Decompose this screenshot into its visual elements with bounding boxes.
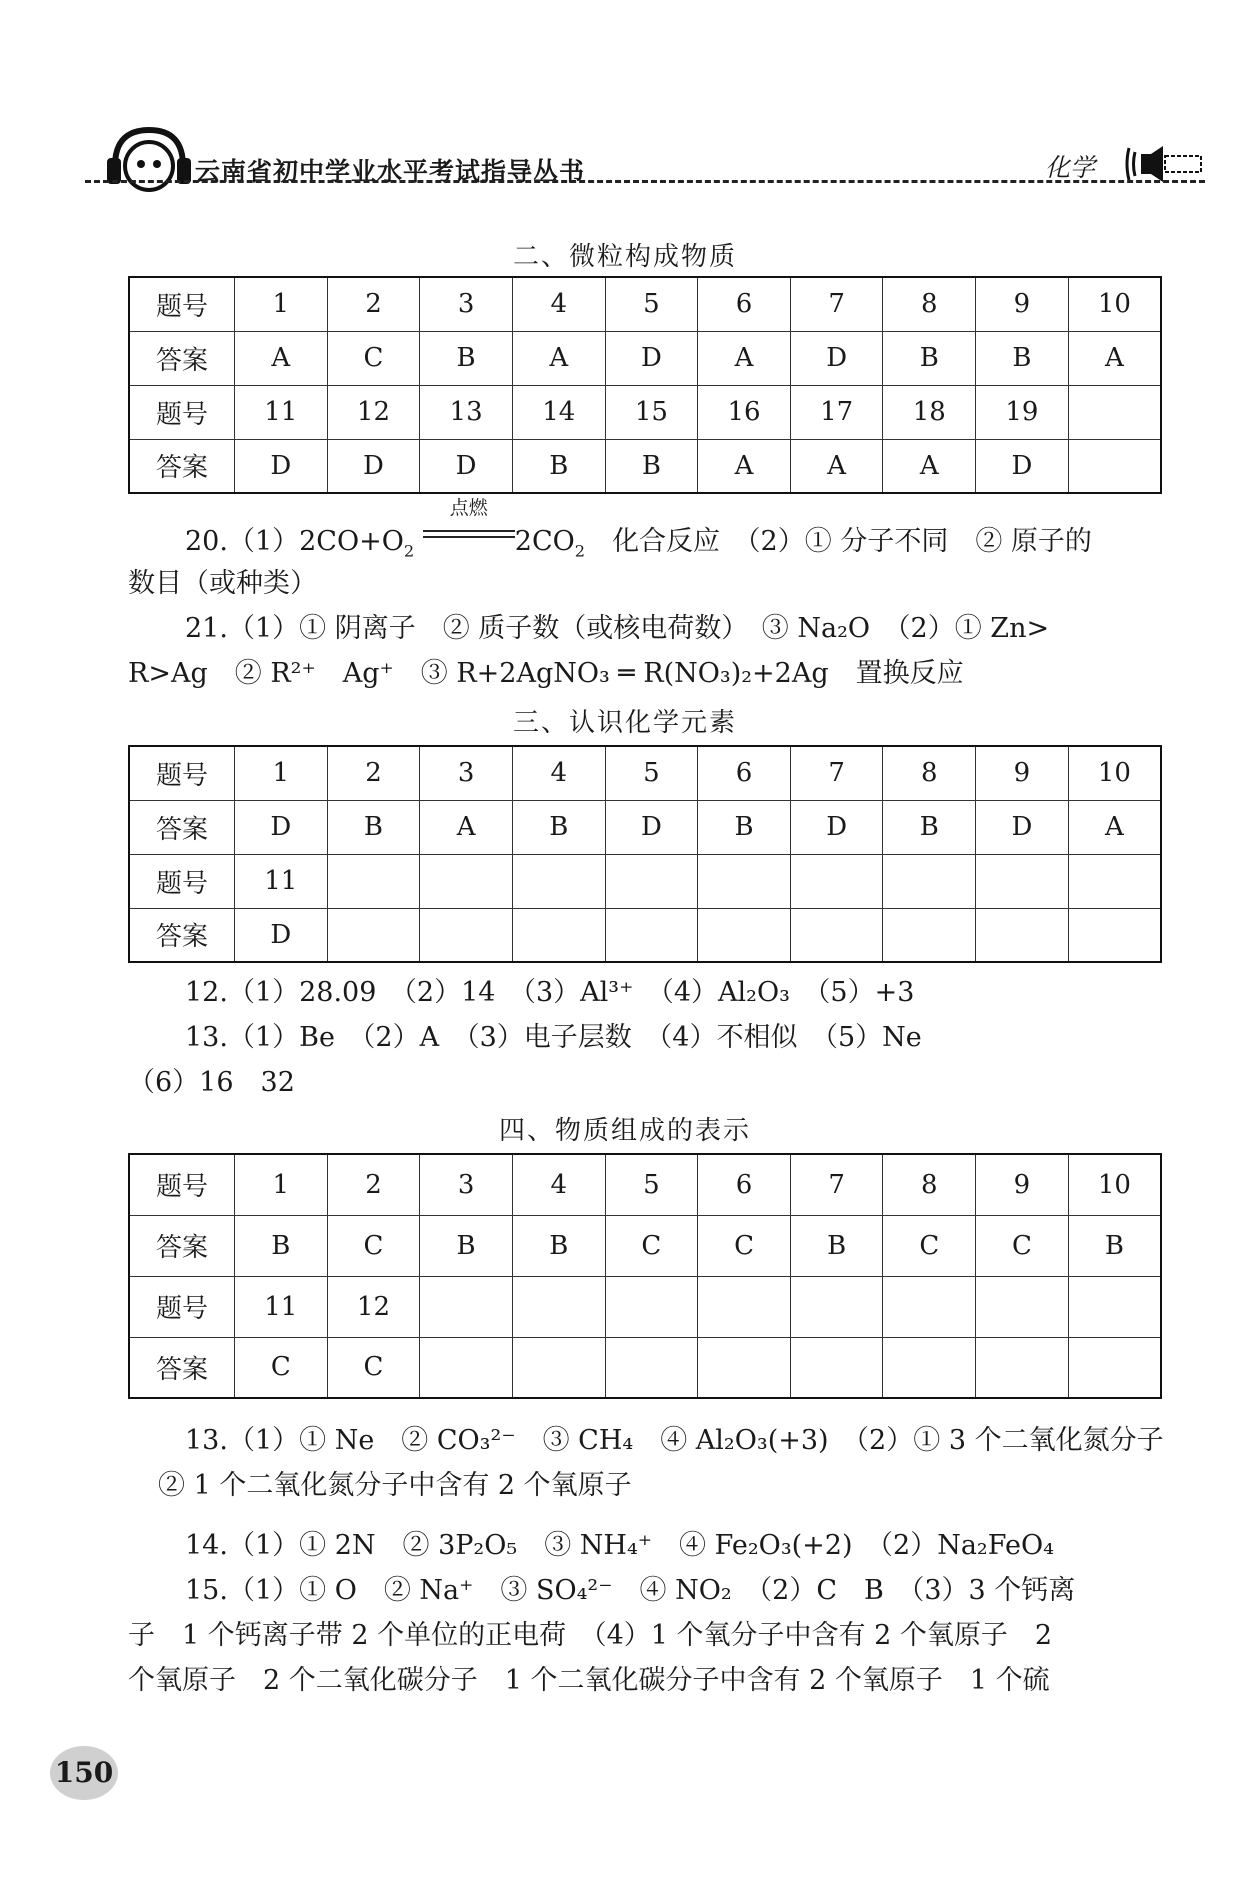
table-row xyxy=(129,1215,1161,1276)
table-cell xyxy=(976,1337,1069,1398)
table-cell xyxy=(883,854,976,908)
table-cell xyxy=(605,854,698,908)
table-cell: A xyxy=(790,439,883,493)
table-cell: 10 xyxy=(1068,746,1161,800)
table-cell xyxy=(790,854,883,908)
table-cell xyxy=(883,1276,976,1337)
table-cell: 5 xyxy=(605,1154,698,1215)
table-cell: 8 xyxy=(883,277,976,331)
table-cell: B xyxy=(790,1215,883,1276)
table-cell: 17 xyxy=(790,385,883,439)
table-cell: A xyxy=(235,331,328,385)
answer-table xyxy=(128,745,1162,963)
table-cell: 题号 xyxy=(129,1276,235,1337)
table-cell: 6 xyxy=(698,746,791,800)
table-cell: 3 xyxy=(420,1154,513,1215)
table-cell xyxy=(698,1276,791,1337)
table-cell xyxy=(420,1276,513,1337)
table-cell: 9 xyxy=(976,746,1069,800)
equals-arrow xyxy=(423,530,515,538)
table-cell: 1 xyxy=(235,1154,328,1215)
headphone-mascot-icon xyxy=(105,124,193,194)
table-cell xyxy=(883,908,976,962)
table-cell xyxy=(1068,439,1161,493)
answer-line: 21.（1）① 阴离子 ② 质子数（或核电荷数） ③ Na₂O （2）① Zn> xyxy=(185,613,1050,644)
table-row xyxy=(129,277,1161,331)
table-cell: 12 xyxy=(327,1276,420,1337)
table-row xyxy=(129,908,1161,962)
table-cell: D xyxy=(605,800,698,854)
table-cell: B xyxy=(1068,1215,1161,1276)
answer-line: 14.（1）① 2N ② 3P₂O₅ ③ NH₄⁺ ④ Fe₂O₃(+2) （2）Na₂FeO₄ xyxy=(185,1530,1054,1561)
table-cell xyxy=(327,908,420,962)
table-cell: C xyxy=(327,1337,420,1398)
table-cell: 7 xyxy=(790,277,883,331)
table-cell xyxy=(605,908,698,962)
table-cell xyxy=(512,854,605,908)
table-cell: 题号 xyxy=(129,854,235,908)
table-cell: 答案 xyxy=(129,1215,235,1276)
answer-line: 13.（1）① Ne ② CO₃²⁻ ③ CH₄ ④ Al₂O₃(+3) （2）① 3 个二氧化氮分子 xyxy=(185,1425,1164,1456)
table-cell: 10 xyxy=(1068,1154,1161,1215)
table-row xyxy=(129,800,1161,854)
table-cell xyxy=(1068,908,1161,962)
table-cell: B xyxy=(235,1215,328,1276)
table-cell: 11 xyxy=(235,1276,328,1337)
table-cell: B xyxy=(605,439,698,493)
table-row xyxy=(129,1337,1161,1398)
table-cell xyxy=(512,1276,605,1337)
reaction-condition xyxy=(423,497,515,550)
table-row xyxy=(129,1154,1161,1215)
table-cell: D xyxy=(235,908,328,962)
section-title: 四、物质组成的表示 xyxy=(498,1116,751,1146)
table-cell: D xyxy=(235,800,328,854)
table-cell: 1 xyxy=(235,277,328,331)
table-cell: D xyxy=(790,800,883,854)
q20-text-end: 化合反应 （2）① 分子不同 ② 原子的 xyxy=(612,526,1092,557)
table-cell xyxy=(420,854,513,908)
answer-line: （6）16 32 xyxy=(128,1067,295,1098)
table-cell: B xyxy=(512,439,605,493)
table-cell: 5 xyxy=(605,746,698,800)
answer-line: 数目（或种类） xyxy=(128,568,317,599)
table-cell xyxy=(420,908,513,962)
table-cell: 18 xyxy=(883,385,976,439)
table-cell xyxy=(698,854,791,908)
table-cell: B xyxy=(512,800,605,854)
table-cell: C xyxy=(698,1215,791,1276)
table-cell: D xyxy=(420,439,513,493)
table-cell: 10 xyxy=(1068,277,1161,331)
table-cell: 8 xyxy=(883,1154,976,1215)
table-cell: 2 xyxy=(327,746,420,800)
table-cell: B xyxy=(420,1215,513,1276)
table-cell: A xyxy=(1068,800,1161,854)
table-cell: 7 xyxy=(790,1154,883,1215)
table-cell: 6 xyxy=(698,1154,791,1215)
table-cell xyxy=(512,1337,605,1398)
table-cell xyxy=(976,854,1069,908)
table-cell: A xyxy=(698,439,791,493)
table-cell xyxy=(512,908,605,962)
answer-table xyxy=(128,276,1162,494)
answer-line: 子 1 个钙离子带 2 个单位的正电荷 （4）1 个氧分子中含有 2 个氧原子 2 xyxy=(128,1620,1053,1651)
table-row xyxy=(129,385,1161,439)
table-cell: 7 xyxy=(790,746,883,800)
table-cell: 3 xyxy=(420,277,513,331)
answer-line: R>Ag ② R²⁺ Ag⁺ ③ R+2AgNO₃ ═ R(NO₃)₂+2Ag 置换反应 xyxy=(128,658,964,689)
table-row xyxy=(129,854,1161,908)
table-cell xyxy=(327,854,420,908)
table-cell: D xyxy=(976,800,1069,854)
table-cell: D xyxy=(235,439,328,493)
table-cell xyxy=(698,908,791,962)
table-cell: 答案 xyxy=(129,439,235,493)
table-cell: 9 xyxy=(976,277,1069,331)
table-row xyxy=(129,439,1161,493)
table-cell: C xyxy=(327,1215,420,1276)
table-cell: A xyxy=(698,331,791,385)
table-cell: 8 xyxy=(883,746,976,800)
table-cell xyxy=(790,1276,883,1337)
series-title: 云南省初中学业水平考试指导丛书 xyxy=(195,157,586,186)
table-cell: 答案 xyxy=(129,1337,235,1398)
table-cell xyxy=(420,1337,513,1398)
answer-paragraph-q20: $20.(1)2CO+O_2$ 点燃 $2CO_2$ 化合反应 （2）① 分子不同 ② 原子的 xyxy=(185,516,1219,573)
table-cell: C xyxy=(327,331,420,385)
table-cell: 题号 xyxy=(129,746,235,800)
section-title: 二、微粒构成物质 xyxy=(512,242,737,272)
answer-line: ② 1 个二氧化氮分子中含有 2 个氧原子 xyxy=(158,1470,632,1501)
q20-text-start: 20.（1）2CO+O xyxy=(185,526,404,557)
table-cell xyxy=(976,908,1069,962)
table-cell: 4 xyxy=(512,1154,605,1215)
table-row xyxy=(129,331,1161,385)
table-cell: 13 xyxy=(420,385,513,439)
table-cell: 16 xyxy=(698,385,791,439)
answer-table xyxy=(128,1153,1162,1399)
table-cell xyxy=(976,1276,1069,1337)
table-cell xyxy=(883,1337,976,1398)
table-cell: B xyxy=(883,800,976,854)
table-cell: 14 xyxy=(512,385,605,439)
table-cell: D xyxy=(327,439,420,493)
table-cell: 答案 xyxy=(129,908,235,962)
table-cell: A xyxy=(883,439,976,493)
page-number: 150 xyxy=(50,1746,118,1800)
table-cell: C xyxy=(235,1337,328,1398)
table-cell: A xyxy=(512,331,605,385)
table-row xyxy=(129,1276,1161,1337)
subject-label: 化学 xyxy=(1045,153,1096,182)
answer-line: 个氧原子 2 个二氧化碳分子 1 个二氧化碳分子中含有 2 个氧原子 1 个硫 xyxy=(128,1665,1050,1696)
table-cell: 题号 xyxy=(129,277,235,331)
table-cell: B xyxy=(698,800,791,854)
table-cell: C xyxy=(883,1215,976,1276)
table-cell: 9 xyxy=(976,1154,1069,1215)
table-cell: D xyxy=(790,331,883,385)
condition-label: 点燃 xyxy=(449,497,488,519)
table-cell: C xyxy=(605,1215,698,1276)
table-cell: 2 xyxy=(327,1154,420,1215)
table-cell xyxy=(605,1337,698,1398)
table-cell: 4 xyxy=(512,746,605,800)
table-cell xyxy=(1068,385,1161,439)
table-cell: D xyxy=(605,331,698,385)
table-cell xyxy=(790,1337,883,1398)
table-cell: B xyxy=(327,800,420,854)
table-cell: 11 xyxy=(235,854,328,908)
table-cell xyxy=(790,908,883,962)
table-cell: A xyxy=(420,800,513,854)
table-cell: 题号 xyxy=(129,385,235,439)
table-cell: 题号 xyxy=(129,1154,235,1215)
answer-line: 15.（1）① O ② Na⁺ ③ SO₄²⁻ ④ NO₂ （2）C B （3）3 个钙离 xyxy=(185,1575,1076,1606)
table-cell: 4 xyxy=(512,277,605,331)
table-cell: 19 xyxy=(976,385,1069,439)
table-cell xyxy=(605,1276,698,1337)
table-cell: B xyxy=(883,331,976,385)
header-divider xyxy=(85,180,1205,183)
table-cell: A xyxy=(1068,331,1161,385)
answer-line: 12.（1）28.09 （2）14 （3）Al³⁺ （4）Al₂O₃ （5）+3 xyxy=(185,977,915,1008)
table-cell: B xyxy=(976,331,1069,385)
table-cell: D xyxy=(976,439,1069,493)
table-cell: 1 xyxy=(235,746,328,800)
answer-line: 13.（1）Be （2）A （3）电子层数 （4）不相似 （5）Ne xyxy=(185,1022,922,1053)
table-cell: 6 xyxy=(698,277,791,331)
table-cell: C xyxy=(976,1215,1069,1276)
table-cell: B xyxy=(512,1215,605,1276)
table-cell: 5 xyxy=(605,277,698,331)
table-cell: B xyxy=(420,331,513,385)
section-title: 三、认识化学元素 xyxy=(512,708,737,738)
page-header xyxy=(85,112,1205,192)
table-row xyxy=(129,746,1161,800)
table-cell: 2 xyxy=(327,277,420,331)
table-cell: 12 xyxy=(327,385,420,439)
table-cell xyxy=(1068,1337,1161,1398)
table-cell: 答案 xyxy=(129,800,235,854)
table-cell xyxy=(1068,1276,1161,1337)
table-cell: 答案 xyxy=(129,331,235,385)
table-cell: 15 xyxy=(605,385,698,439)
table-cell xyxy=(1068,854,1161,908)
table-cell: 11 xyxy=(235,385,328,439)
table-cell xyxy=(698,1337,791,1398)
table-cell: 3 xyxy=(420,746,513,800)
